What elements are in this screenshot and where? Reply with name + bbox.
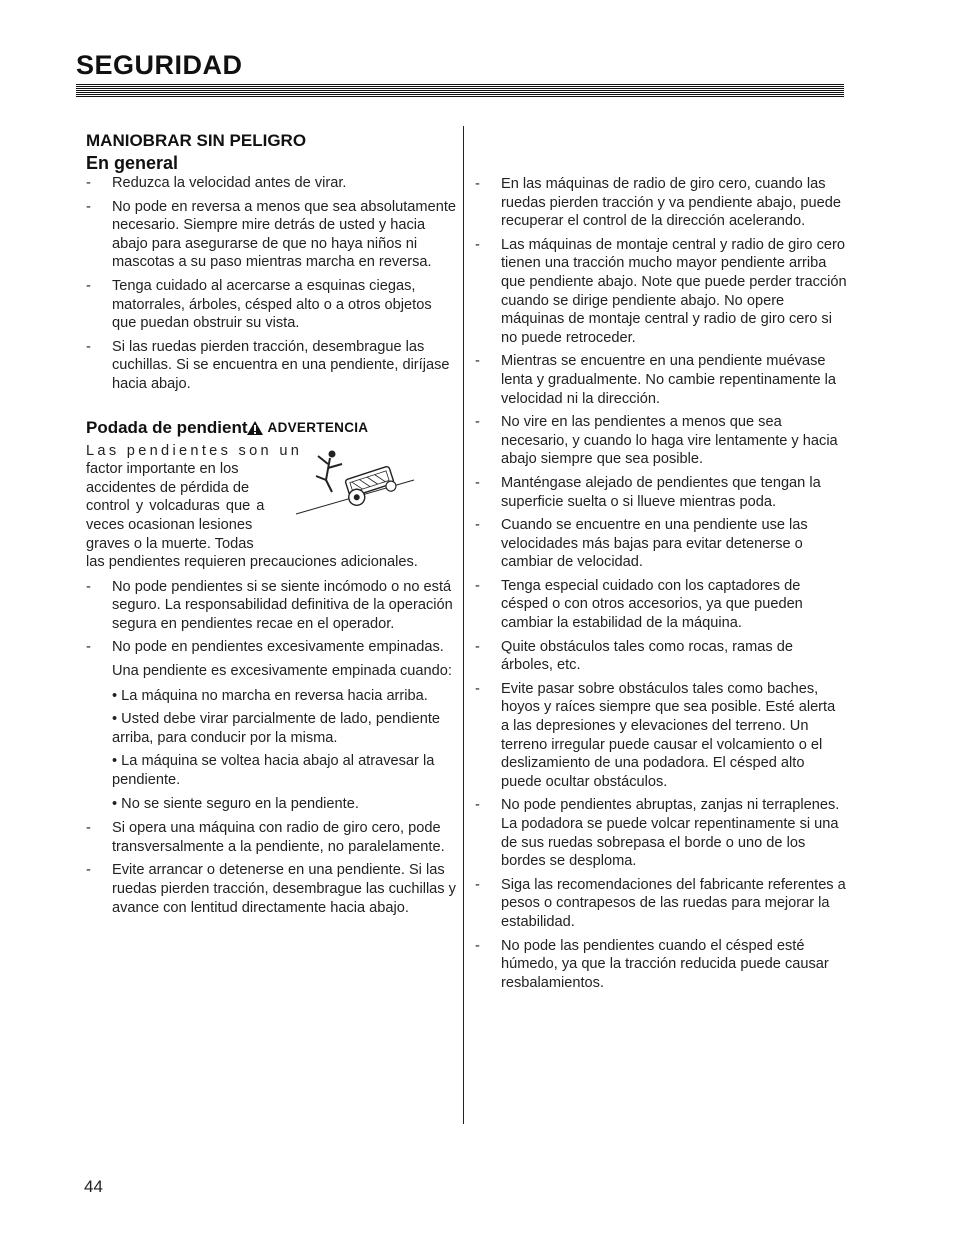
list-item-text: Reduzca la velocidad antes de virar.	[112, 175, 347, 191]
dash-marker: -	[86, 820, 91, 837]
more-list	[86, 819, 458, 917]
list-item-text: En las máquinas de radio de giro cero, cuando las ruedas pierden tracción y va pendiente abajo, puede recuperar el control de la dirección acelerando.	[501, 176, 841, 230]
list-item-text: Siga las recomendaciones del fabricante referentes a pesos o contrapesos de las ruedas para mejorar la estabilidad.	[501, 876, 846, 930]
list-item-text: Las máquinas de montaje central y radio de giro cero tienen una tracción mucho mayor pendiente arriba que pendiente abajo. Note que puede perder tracción cuando se dirige pendiente abajo. No opere máquinas de montaje central y radio de giro cero si no puede retroceder.	[501, 236, 847, 346]
list-item	[86, 861, 458, 917]
slope-title	[86, 416, 458, 440]
dash-marker: -	[475, 797, 480, 814]
dash-marker: -	[475, 176, 480, 192]
bullet-item: • No se siente seguro en la pendiente.	[112, 795, 359, 812]
dash-marker: -	[475, 474, 480, 491]
list-item-text: No pode las pendientes cuando el césped esté húmedo, ya que la tracción reducida puede causar resbalamientos.	[501, 937, 829, 991]
list-item	[475, 352, 847, 408]
dash-marker: -	[86, 175, 91, 191]
page-title: SEGURIDAD	[76, 50, 243, 80]
list-item	[86, 578, 458, 634]
list-item	[86, 174, 458, 193]
slope-list	[86, 578, 458, 657]
intro-line: veces ocasionan lesiones	[86, 516, 253, 533]
dash-marker: -	[475, 937, 480, 954]
list-item-text: No pode pendientes abruptas, zanjas ni terraplenes. La podadora se puede volcar repentinamente si una de sus ruedas sobrepasa el borde o uno de los bordes se desploma.	[501, 797, 840, 870]
list-item-text: Si las ruedas pierden tracción, desembrague las cuchillas. Si se encuentra en una pendiente, diríjase hacia abajo.	[112, 338, 450, 392]
dash-marker: -	[475, 414, 480, 431]
list-item	[475, 577, 847, 633]
list-item-text: Si opera una máquina con radio de giro cero, pode transversalmente a la pendiente, no paralelamente.	[112, 820, 445, 855]
dash-marker: -	[86, 578, 91, 595]
list-item	[475, 937, 847, 993]
slope-title-text: Podada de pendient	[86, 417, 248, 437]
list-item-text: No pode pendientes si se siente incómodo o no está seguro. La responsabilidad definitiva de la operación segura en pendientes recae en el operador.	[112, 578, 453, 632]
steep-bullets	[112, 687, 458, 814]
list-item-text: Tenga especial cuidado con los captadores de césped o con otros accesorios, ya que pueden cambiar la estabilidad de la máquina.	[501, 577, 803, 632]
list-item	[475, 638, 847, 675]
dash-marker: -	[475, 517, 480, 534]
list-item-text: No pode en reversa a menos que sea absolutamente necesario. Siempre mire detrás de usted y hacia abajo para asegurarse de que no haya niños ni mascotas a su paso mientras marcha en reversa.	[112, 198, 456, 271]
list-item-text: No vire en las pendientes a menos que sea necesario, y cuando lo haga vire lentamente y hacia abajo siempre que sea posible.	[501, 414, 838, 468]
bullet-item: • La máquina se voltea hacia abajo al atravesar la pendiente.	[112, 753, 435, 789]
list-item-text: Manténgase alejado de pendientes que tengan la superficie suelta o si llueve mientras poda.	[501, 474, 821, 510]
list-item-text: No pode en pendientes excesivamente empinadas.	[112, 639, 444, 656]
list-item	[475, 516, 847, 572]
steep-paragraph: Una pendiente es excesivamente empinada cuando:	[112, 663, 452, 680]
dash-marker: -	[475, 236, 480, 253]
list-item-text: Tenga cuidado al acercarse a esquinas ciegas, matorrales, árboles, césped alto o a otros objetos que puedan obstruir su vista.	[112, 277, 432, 332]
dash-marker: -	[475, 638, 480, 655]
general-title: En general	[86, 153, 179, 173]
dash-marker: -	[86, 198, 91, 215]
right-list	[475, 175, 847, 992]
general-list	[86, 174, 458, 394]
warning-triangle-icon	[246, 420, 264, 436]
title-rule	[76, 84, 844, 98]
intro-line: accidentes de pérdida de	[86, 479, 250, 496]
list-item-text: Quite obstáculos tales como rocas, ramas de árboles, etc.	[501, 638, 794, 674]
column-divider	[463, 126, 464, 1124]
intro-line: control y volcaduras que a	[86, 498, 265, 515]
dash-marker: -	[475, 680, 480, 697]
intro-line: graves o la muerte. Todas	[86, 535, 254, 552]
list-item	[86, 277, 458, 333]
right-column	[475, 175, 847, 997]
list-item	[475, 876, 847, 932]
intro-line: Las pendientes son un	[86, 442, 303, 459]
left-column	[86, 130, 458, 922]
list-item	[475, 474, 847, 511]
dash-marker: -	[475, 876, 480, 893]
warning-word: ADVERTENCIA	[267, 419, 369, 435]
list-item	[475, 796, 847, 870]
dash-marker: -	[86, 862, 91, 879]
bullet-item: • La máquina no marcha en reversa hacia arriba.	[112, 687, 428, 704]
dash-marker: -	[86, 277, 91, 294]
intro-line: las pendientes requieren precauciones adicionales.	[86, 554, 418, 571]
intro-line: factor importante en los	[86, 461, 239, 478]
list-item-text: Mientras se encuentre en una pendiente muévase lenta y gradualmente. No cambie repentinamente la velocidad ni la dirección.	[501, 353, 837, 407]
list-item-text: Cuando se encuentre en una pendiente use las velocidades más bajas para evitar detenerse o cambiar de velocidad.	[501, 517, 808, 571]
list-item	[475, 413, 847, 469]
list-item	[86, 819, 458, 856]
dash-marker: -	[475, 577, 480, 594]
dash-marker: -	[86, 338, 91, 355]
list-item	[475, 175, 847, 231]
list-item-text: Evite arrancar o detenerse en una pendiente. Si las ruedas pierden tracción, desembrague las cuchillas y avance con lentitud directamente hacia abajo.	[112, 862, 456, 916]
slope-intro	[86, 442, 458, 572]
list-item	[86, 338, 458, 394]
list-item	[86, 198, 458, 272]
mower-rollover-figure	[292, 446, 416, 518]
list-item-text: Evite pasar sobre obstáculos tales como baches, hoyos y raíces siempre que sea posible. Esté alerta a las depresiones y elevaciones del terreno. Un terreno irregular puede causar el volcamiento o el deslizamiento de una podadora. El césped alto puede ocultar obstáculos.	[501, 680, 836, 790]
section-title: MANIOBRAR SIN PELIGRO	[86, 131, 307, 150]
list-item	[86, 638, 458, 657]
list-item	[475, 236, 847, 348]
dash-marker: -	[475, 353, 480, 370]
bullet-item: • Usted debe virar parcialmente de lado, pendiente arriba, para conducir por la misma.	[112, 711, 440, 746]
page-number: 44	[84, 1177, 103, 1196]
list-item	[475, 680, 847, 792]
dash-marker: -	[86, 639, 91, 656]
